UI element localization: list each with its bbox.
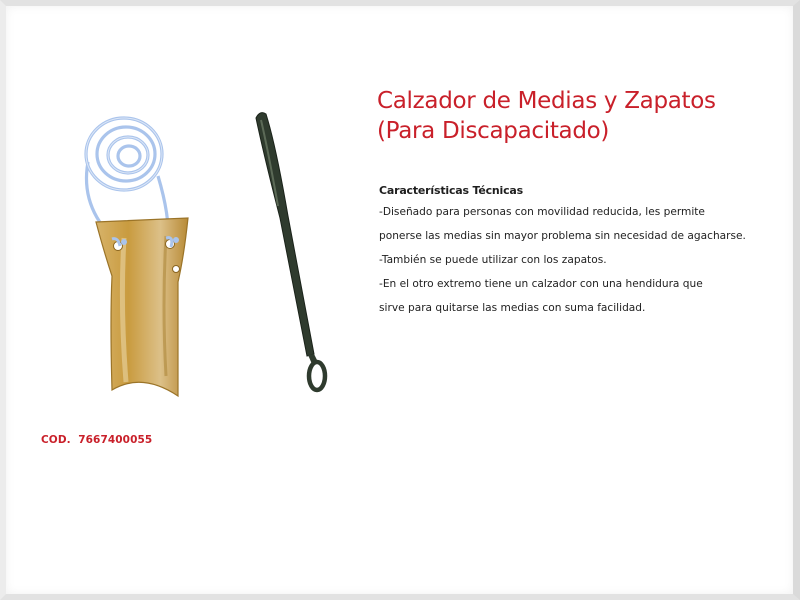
specs-heading: Características Técnicas xyxy=(379,184,523,197)
product-code: COD. 7667400055 xyxy=(41,434,153,446)
product-title-line-1: Calzador de Medias y Zapatos xyxy=(377,88,716,114)
technical-specs xyxy=(379,182,789,320)
specs-line: -También se puede utilizar con los zapatos. xyxy=(379,254,607,266)
product-title xyxy=(377,86,787,146)
shoehorn-icon xyxy=(244,106,344,406)
product-title-line-2: (Para Discapacitado) xyxy=(377,118,610,144)
specs-line: -En el otro extremo tiene un calzador con una hendidura que xyxy=(379,278,703,290)
product-images xyxy=(66,106,356,406)
specs-line: ponerse las medias sin mayor problema sin necesidad de agacharse. xyxy=(379,230,746,242)
specs-line: -Diseñado para personas con movilidad reducida, les permite xyxy=(379,206,705,218)
sock-aid-icon xyxy=(66,106,206,406)
specs-line: sirve para quitarse las medias con suma facilidad. xyxy=(379,302,646,314)
